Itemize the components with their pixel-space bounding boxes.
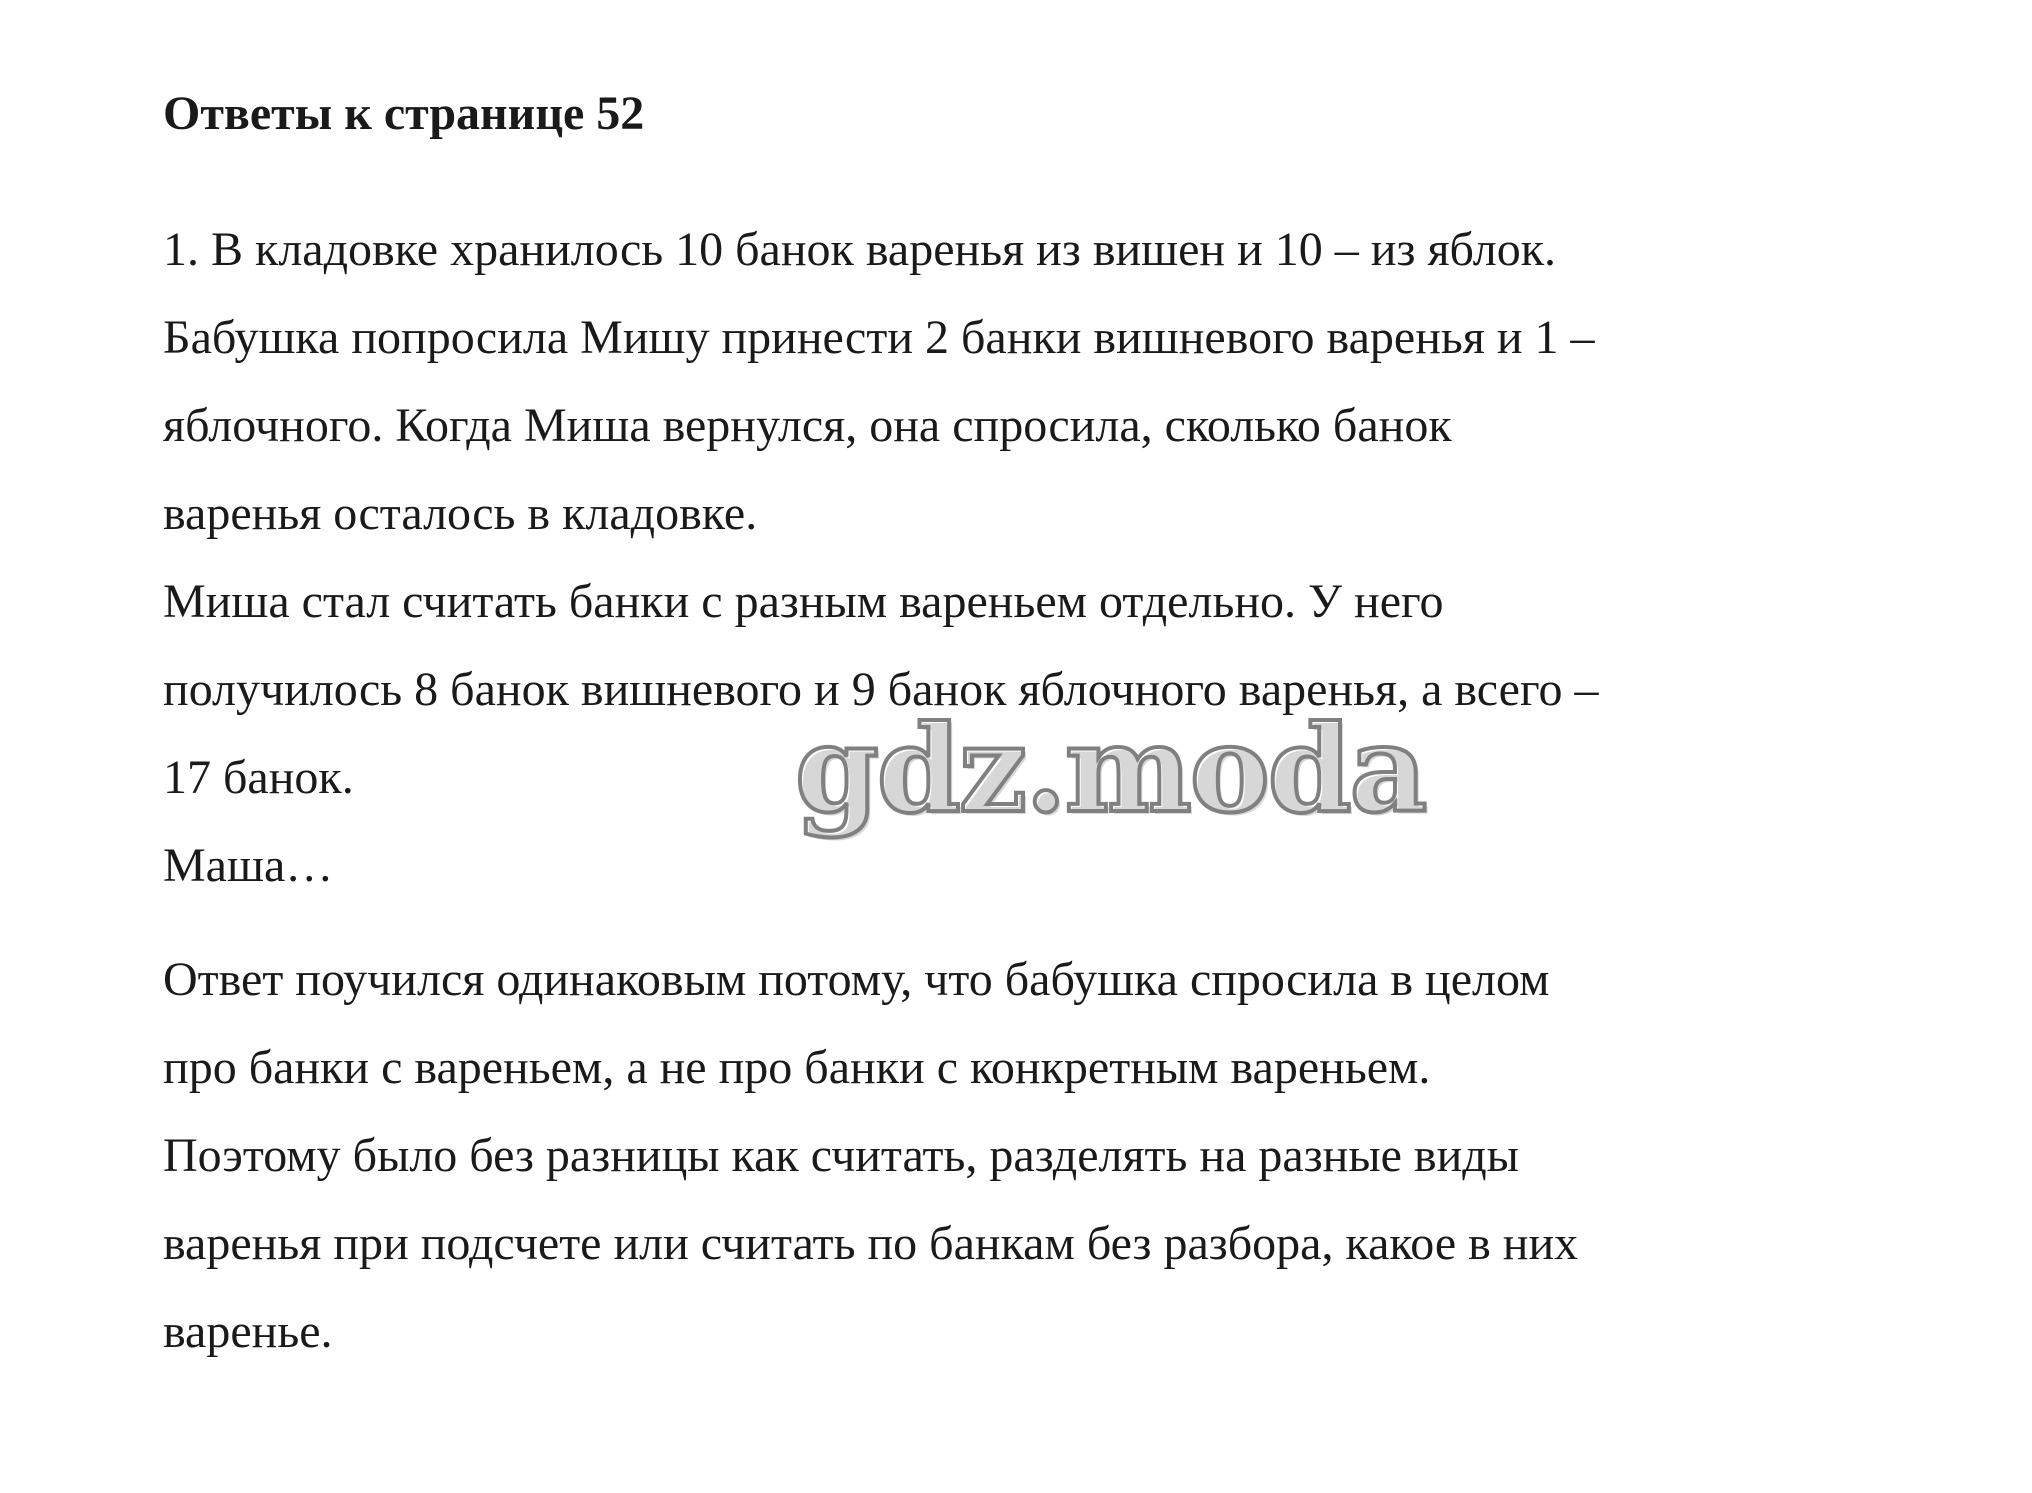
text-line: про банки с вареньем, а не про банки с конкретным вареньем. — [163, 1041, 1431, 1094]
text-line: Миша стал считать банки с разным вареньем отдельно. У него — [163, 575, 1444, 628]
watermark: gdz.moda — [795, 699, 1426, 840]
text-line: варенья осталось в кладовке. — [163, 487, 758, 540]
text-line: Поэтому было без разницы как считать, разделять на разные виды — [163, 1129, 1519, 1182]
text-line: Маша… — [163, 839, 334, 892]
text-line: яблочного. Когда Миша вернулся, она спросила, сколько банок — [163, 399, 1452, 452]
text-line: получилось 8 банок вишневого и 9 банок яблочного варенья, а всего – — [163, 663, 1599, 716]
text-line: Бабушка попросила Мишу принести 2 банки вишневого варенья и 1 – — [163, 311, 1595, 364]
text-line: 1. В кладовке хранилось 10 банок варенья из вишен и 10 – из яблок. — [163, 223, 1557, 276]
text-line: Ответ поучился одинаковым потому, что бабушка спросила в целом — [163, 953, 1550, 1006]
text-line: 17 банок. — [163, 751, 354, 804]
text-line: варенье. — [163, 1305, 333, 1358]
page-heading: Ответы к странице 52 — [163, 87, 645, 140]
text-line: варенья при подсчете или считать по банкам без разбора, какое в них — [163, 1217, 1579, 1270]
